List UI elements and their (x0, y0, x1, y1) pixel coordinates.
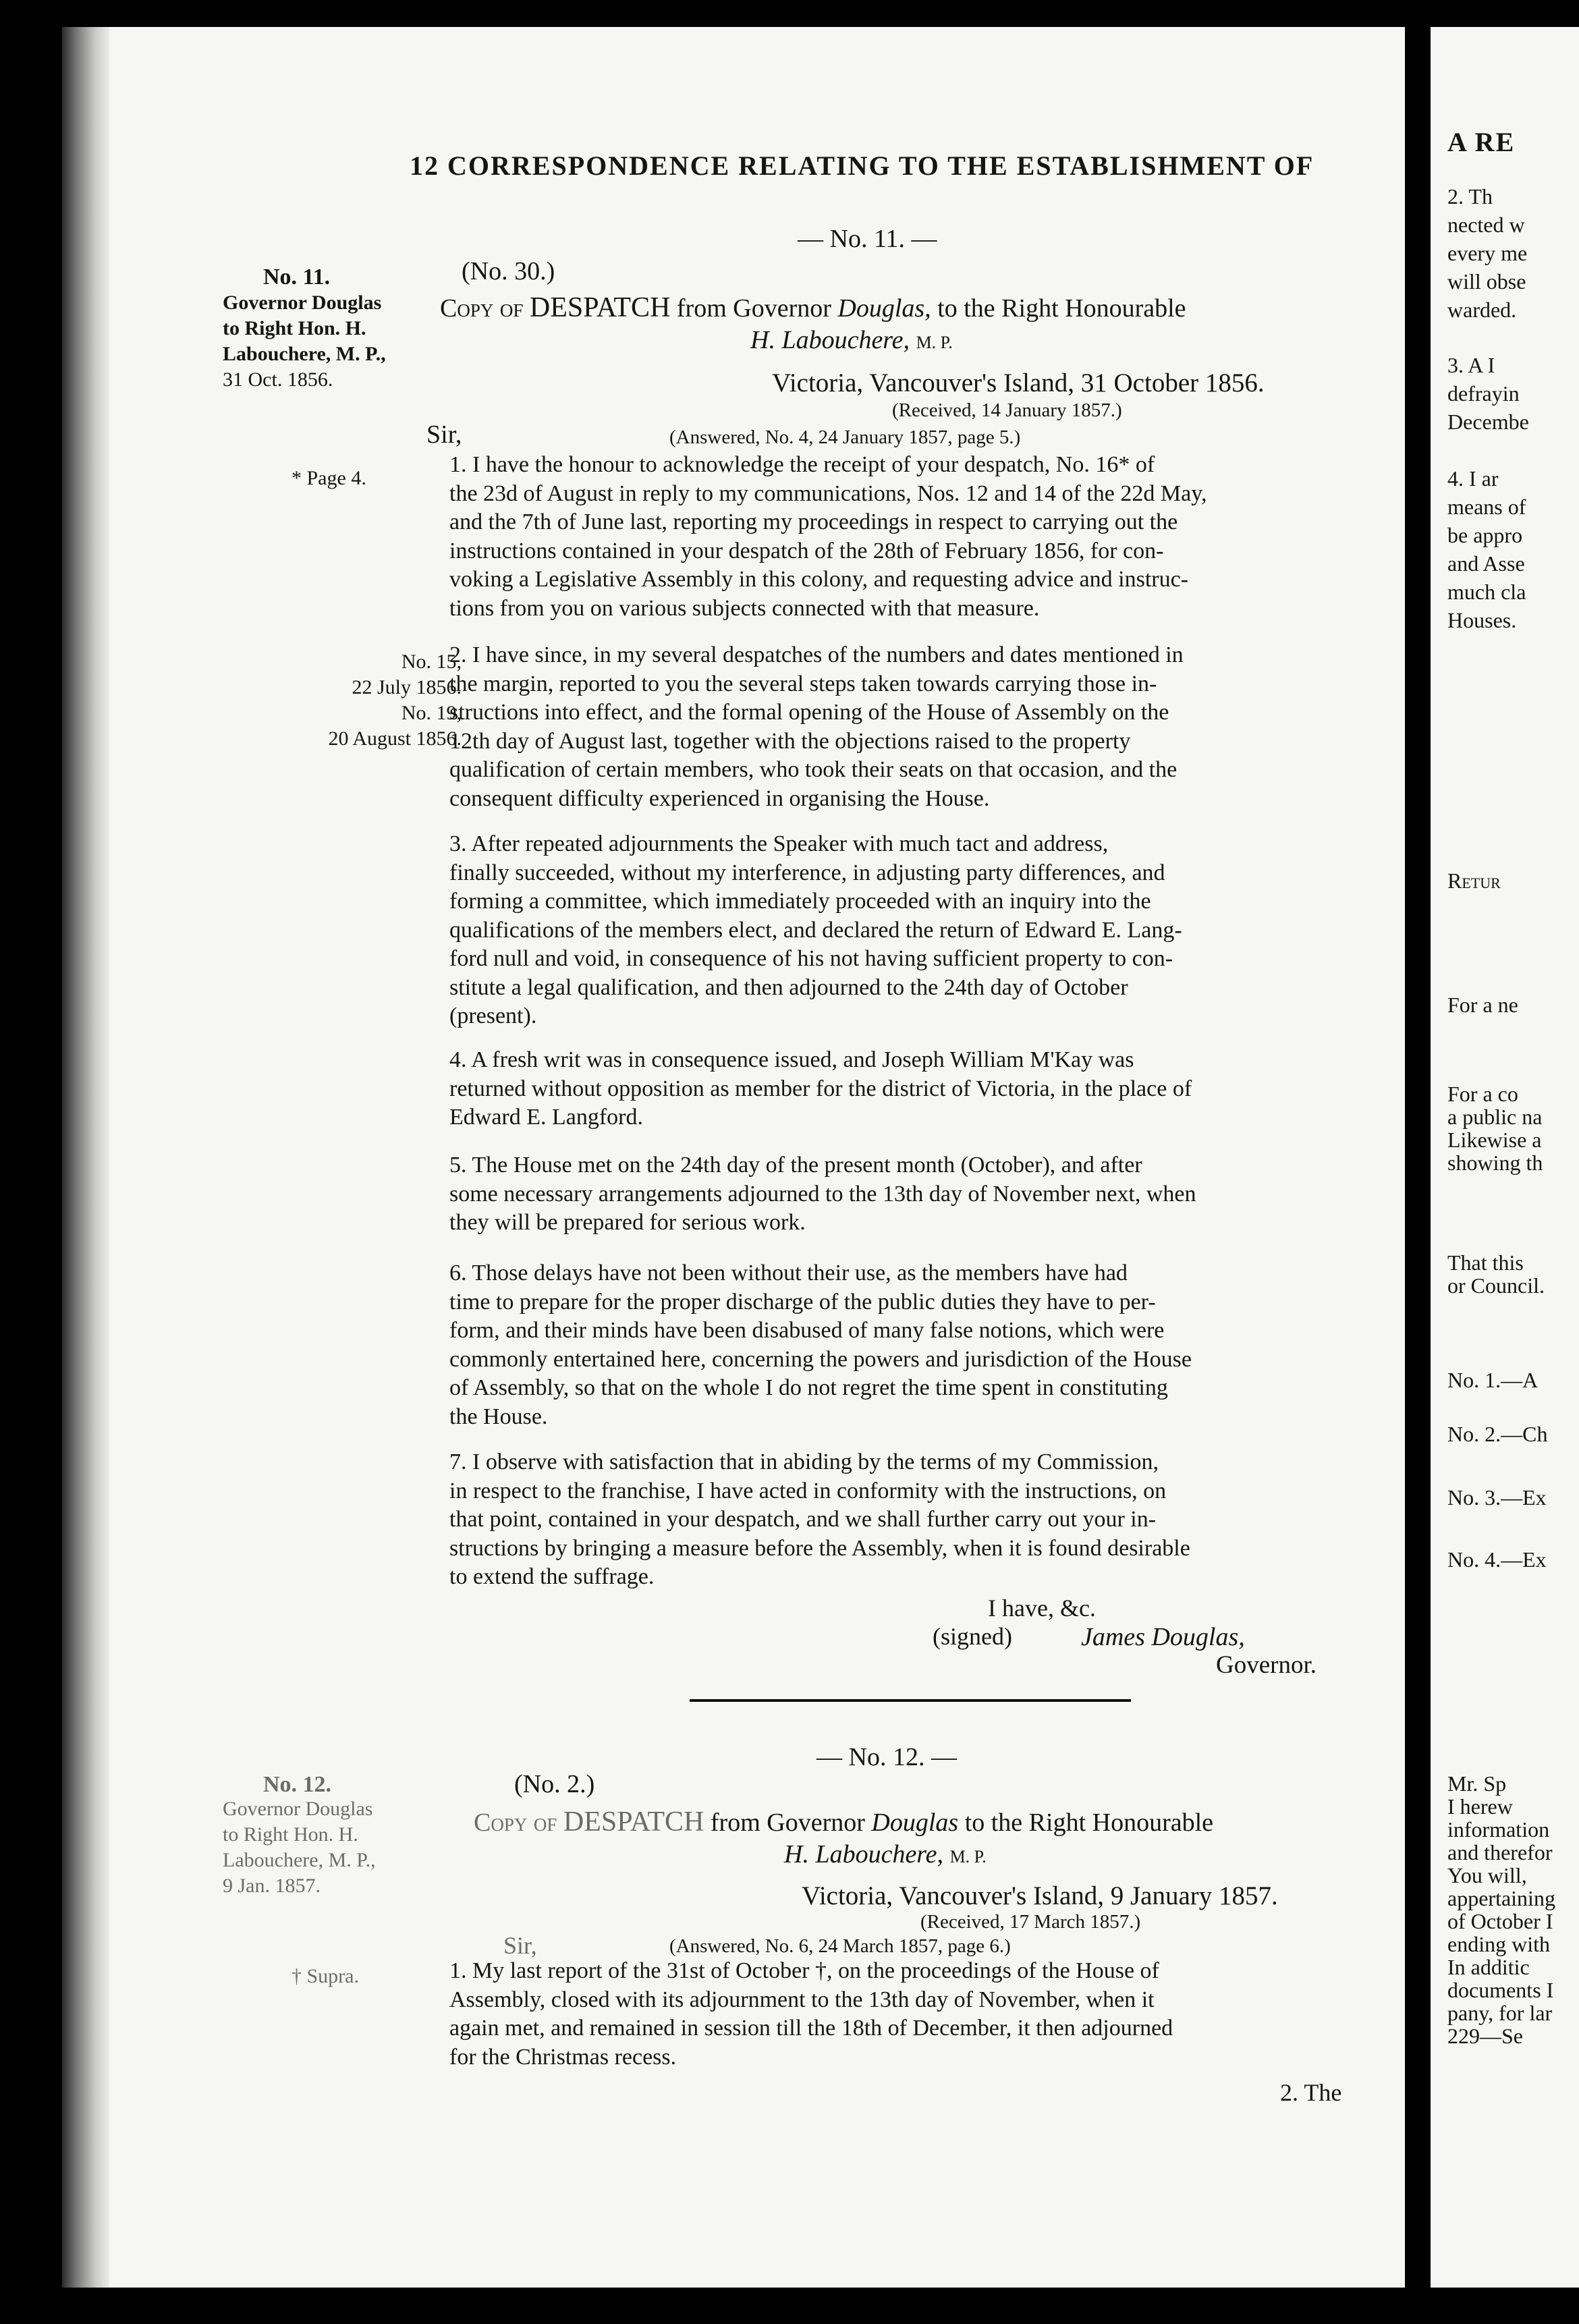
facing-page-line: 3. A I (1447, 353, 1495, 377)
facing-page-line: Likewise a (1447, 1128, 1542, 1152)
despatch-12-margin-note: Governor Douglas to Right Hon. H. Labouchere, M. P., 9 Jan. 1857. (223, 1798, 376, 1897)
facing-page-line: defrayin (1447, 381, 1520, 406)
despatch-11-answered: (Answered, No. 4, 24 January 1857, page 5.) (669, 426, 1021, 448)
facing-page-line: For a ne (1447, 993, 1518, 1017)
despatch-11-paragraph-6: 6. Those delays have not been without their use, as the members have had time to prepare for the proper discharge of the public duties they have to per- form, and their minds have been disabused of many false notions, which were commonly entertained here, concerning the powers and jurisdiction of the House of Assembly, so that on the whole I do not regret the time spent in constituting the House. (449, 1261, 1192, 1429)
catchword: 2. The (1280, 2079, 1342, 2106)
facing-page-line: I herew (1447, 1794, 1513, 1819)
facing-page-line: of October I (1447, 1909, 1553, 1933)
despatch-12-title-line-2: H. Labouchere, M. P. (784, 1840, 987, 1869)
despatch-11-page-ref: * Page 4. (292, 467, 366, 489)
facing-page-line: Houses. (1447, 608, 1517, 632)
despatch-11-signed: (signed) (933, 1623, 1012, 1650)
facing-page-line: No. 2.—Ch (1447, 1422, 1548, 1446)
despatch-12-salutation: Sir, (503, 1932, 537, 1959)
page-number: 12 (410, 150, 439, 181)
despatch-11-closing: I have, &c. (988, 1595, 1096, 1622)
despatch-12-margin-number: No. 12. (263, 1772, 332, 1797)
despatch-12-heading: — No. 12. — (816, 1743, 957, 1771)
despatch-12-paragraph-1: 1. My last report of the 31st of October †, on the proceedings of the House of Assembly, closed with its adjournment to the 13th day of November, when it again met, and remained in session till the 18th of December, it then adjourned for the Christmas recess. (449, 1958, 1173, 2070)
facing-page-line: No. 1.—A (1447, 1368, 1539, 1392)
despatch-11-signatory-title: Governor. (1216, 1651, 1317, 1679)
despatch-11-paragraph-7: 7. I observe with satisfaction that in abiding by the terms of my Commission, in respect to the franchise, I have acted in conformity with the instructions, on that point, contained in your despatch, and we shall further carry out your in- structions by bringing a measure before the Assembly, when it is found desirable to extend the suffrage. (449, 1449, 1190, 1589)
despatch-11-paragraph-5: 5. The House met on the 24th day of the present month (October), and after some necessary arrangements adjourned to the 13th day of November next, when they will be prepared for serious work. (449, 1153, 1196, 1235)
facing-page-line: pany, for lar (1447, 2001, 1553, 2025)
facing-page-line: 229—Se (1447, 2024, 1523, 2048)
facing-page-line: means of (1447, 495, 1526, 519)
facing-page-line: showing th (1447, 1151, 1543, 1175)
despatch-11-paragraph-2: 2. I have since, in my several despatches of the numbers and dates mentioned in the margin, reported to you the several steps taken towards carrying those in- structions into effect, and the formal opening of the House of Assembly on the 12th day of August last, together with the objections raised to the property qualification of certain members, who took their seats on that occasion, and the consequent difficulty experienced in organising the House. (449, 642, 1184, 811)
despatch-11-official-number: (No. 30.) (462, 257, 555, 285)
despatch-11-margin-refs: No. 15, 22 July 1856. No. 19, 20 August 1856. (328, 651, 462, 750)
despatch-12-supra-note: † Supra. (292, 1965, 359, 1987)
facing-page-line: Mr. Sp (1447, 1771, 1507, 1796)
facing-page-line: You will, (1447, 1863, 1527, 1887)
despatch-11-place-date: Victoria, Vancouver's Island, 31 October 1856. (772, 368, 1265, 397)
facing-page-line: information (1447, 1817, 1550, 1842)
despatch-11-paragraph-1: 1. I have the honour to acknowledge the receipt of your despatch, No. 16* of the 23d of August in reply to my communications, Nos. 12 and 14 of the 22d May, and the 7th of June last, reporting my proceedings in respect to carrying out the instructions contained in your despatch of the 28th of February 1856, for con- voking a Legislative Assembly in this colony, and requesting advice and instruc- tions from you on various subjects connected with that measure. (449, 452, 1207, 621)
despatch-11-paragraph-4: 4. A fresh writ was in consequence issued, and Joseph William M'Kay was returned without opposition as member for the district of Victoria, in the place of Edward E. Langford. (449, 1047, 1192, 1130)
despatch-11-salutation: Sir, (426, 420, 462, 449)
facing-page-line: will obse (1447, 269, 1526, 294)
facing-page-line: be appro (1447, 523, 1523, 547)
facing-page-line: For a co (1447, 1082, 1518, 1106)
facing-page-line: documents I (1447, 1978, 1554, 2002)
despatch-11-received: (Received, 14 January 1857.) (892, 399, 1122, 421)
facing-page-line: 2. Th (1447, 184, 1493, 209)
despatch-12-answered: (Answered, No. 6, 24 March 1857, page 6.) (669, 1935, 1011, 1957)
facing-page-line: That this (1447, 1250, 1524, 1275)
despatch-11-heading: — No. 11. — (798, 225, 937, 253)
section-rule (690, 1699, 1131, 1702)
facing-page-line: and Asse (1447, 551, 1525, 576)
facing-page-line: nected w (1447, 213, 1525, 237)
despatch-12-official-number: (No. 2.) (514, 1770, 595, 1798)
despatch-12-received: (Received, 17 March 1857.) (920, 1911, 1141, 1933)
binding-edge (62, 27, 109, 2288)
document-page (62, 27, 1405, 2288)
despatch-11-title-line-2: H. Labouchere, M. P. (750, 326, 953, 354)
facing-page-line: Decembe (1447, 410, 1529, 434)
facing-page-line: In additic (1447, 1955, 1530, 1979)
facing-page-line: or Council. (1447, 1273, 1545, 1298)
despatch-11-paragraph-3: 3. After repeated adjournments the Speaker with much tact and address, finally succeeded, without my interference, in adjusting party differences, and forming a committee, which immediately proceeded with an inquiry into the qualifications of the members elect, and declared the return of Edward E. Lang- ford null and void, in consequence of his not having sufficient property to con- stitute a legal qualification, and then adjourned to the 24th day of October (present). (449, 831, 1182, 1028)
despatch-11-margin-note: Governor Douglas to Right Hon. H. Labouchere, M. P., 31 Oct. 1856. (223, 292, 386, 391)
despatch-11-signatory: James Douglas, (1081, 1623, 1245, 1651)
running-title: CORRESPONDENCE RELATING TO THE ESTABLISHMENT OF (447, 150, 1314, 181)
despatch-11-title-line-1: Copy of DESPATCH from Governor Douglas, to the Right Honourable (440, 292, 1186, 323)
facing-page-line: much cla (1447, 580, 1526, 604)
facing-page-line: a public na (1447, 1105, 1543, 1129)
despatch-12-place-date: Victoria, Vancouver's Island, 9 January 1857. (802, 1881, 1278, 1910)
facing-page-line: warded. (1447, 298, 1517, 322)
despatch-11-margin-number: No. 11. (263, 265, 331, 289)
running-head (410, 150, 1314, 182)
facing-page-line: 4. I ar (1447, 466, 1499, 491)
facing-page-line: appertaining (1447, 1886, 1555, 1910)
facing-page-line: No. 3.—Ex (1447, 1485, 1547, 1510)
facing-page-line: Retur (1447, 868, 1501, 893)
despatch-12-title-line-1: Copy of DESPATCH from Governor Douglas to the Right Honourable (474, 1806, 1214, 1837)
facing-page-line: ending with (1447, 1932, 1550, 1956)
facing-page-line: every me (1447, 241, 1528, 265)
facing-page-line: A RE (1447, 127, 1516, 157)
facing-page-fragment (1431, 27, 1579, 2288)
page-gutter (1405, 0, 1431, 2324)
facing-page-line: No. 4.—Ex (1447, 1547, 1547, 1572)
facing-page-line: and therefor (1447, 1840, 1553, 1864)
